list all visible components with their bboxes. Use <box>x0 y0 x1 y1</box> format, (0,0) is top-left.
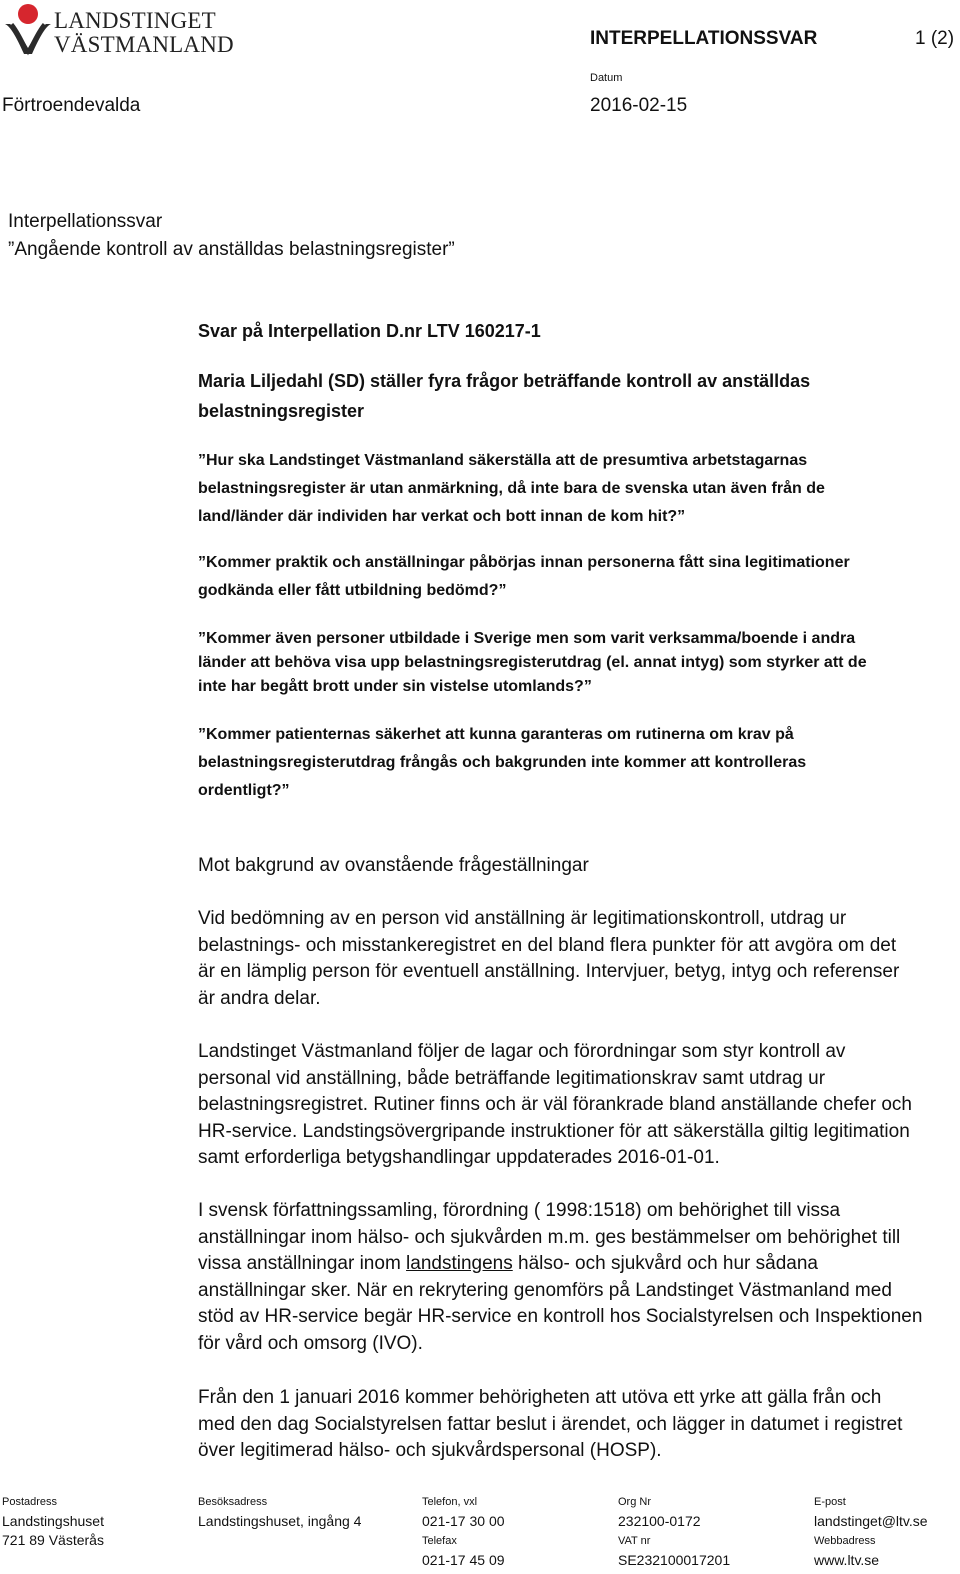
logo <box>2 2 234 58</box>
orgnr: 232100-0172 <box>618 1513 701 1529</box>
intro <box>198 366 810 426</box>
epost-label: E-post <box>814 1496 846 1508</box>
vatnr-label: VAT nr <box>618 1535 651 1547</box>
paragraph-line: för vård och omsorg (IVO). <box>198 1332 423 1354</box>
webbadress-link[interactable]: www.ltv.se <box>814 1552 880 1568</box>
question-line: länder att behöva visa upp belastningsregisterutdrag (el. annat intyg) som styrker att de <box>198 654 867 671</box>
underlined-word: landstingens <box>406 1253 513 1274</box>
paragraph-line: samt erforderliga betygshandlingar uppdaterades 2016-01-01. <box>198 1147 720 1168</box>
question-line: ordentligt?” <box>198 782 290 799</box>
paragraph-line: personal vid anställning, både beträffande legitimationskrav samt utdrag ur <box>198 1067 826 1089</box>
telefon: 021-17 30 00 <box>422 1513 505 1529</box>
epost-link[interactable]: landstinget@ltv.se <box>814 1513 928 1529</box>
paragraph-line <box>198 1251 922 1278</box>
document-date: 2016-02-15 <box>590 95 688 116</box>
date-label: Datum <box>590 72 623 84</box>
telefax: 021-17 45 09 <box>422 1552 505 1568</box>
question-line: inte har begått brott under sin vistelse utomlands?” <box>198 678 592 695</box>
paragraph-line: över legitimerad hälso- och sjukvårdspersonal (HOSP). <box>198 1440 662 1461</box>
paragraph-line: anställningar sker. När en rekrytering genomförs på Landstinget Västmanland med <box>198 1279 892 1301</box>
paragraph-line: stöd av HR-service begär HR-service en kontroll hos Socialstyrelsen och Inspektionen <box>198 1306 923 1327</box>
question-line: ”Kommer även personer utbildade i Sverige men som varit verksamma/boende i andra <box>198 630 856 647</box>
question-line: land/länder där individen har verkat och bott innan de kom hit?” <box>198 508 686 525</box>
orgnr-label: Org Nr <box>618 1496 651 1508</box>
paragraph-line: är andra delar. <box>198 987 321 1009</box>
question-line: belastningsregisterutdrag frångås och bakgrunden inte kommer att kontrolleras <box>198 754 807 771</box>
paragraph-4 <box>198 1385 902 1465</box>
paragraph-line: I svensk författningssamling, förordning ( 1998:1518) om behörighet till vissa <box>198 1200 841 1221</box>
paragraph-line: Landstinget Västmanland följer de lagar och förordningar som styr kontroll av <box>198 1041 846 1062</box>
question-1 <box>198 447 825 531</box>
besoksadress: Landstingshuset, ingång 4 <box>198 1513 362 1529</box>
postadress-label: Postadress <box>2 1496 58 1508</box>
paragraph-line: Från den 1 januari 2016 kommer behörigheten att utöva ett yrke att gälla från och <box>198 1387 882 1408</box>
question-line: godkända eller fått utbildning bedömd?” <box>198 582 507 599</box>
paragraph-2 <box>198 1039 912 1172</box>
question-line: belastningsregister är utan anmärkning, då inte bara de svenska utan även från de <box>198 480 825 497</box>
logo-text-line2: VÄSTMANLAND <box>54 32 234 57</box>
question-line: ”Kommer praktik och anställningar påbörjas innan personerna fått sina legitimationer <box>198 554 850 571</box>
page-number: 1 (2) <box>915 28 955 49</box>
paragraph-intro: Mot bakgrund av ovanstående frågeställningar <box>198 855 589 876</box>
question-line: ”Hur ska Landstinget Västmanland säkerställa att de presumtiva arbetstagarnas <box>198 452 808 469</box>
paragraph-1 <box>198 906 899 1012</box>
text-segment: vissa anställningar inom <box>198 1253 407 1274</box>
subject <box>8 208 455 264</box>
logo-text-line1: LANDSTINGET <box>54 8 216 33</box>
subject-line-2: ”Angående kontroll av anställdas belastningsregister” <box>8 239 455 260</box>
department: Förtroendevalda <box>2 95 141 116</box>
question-4 <box>198 721 806 805</box>
paragraph-line: är en lämplig person för eventuell anställning. Intervjuer, betyg, intyg och referenser <box>198 961 900 982</box>
landstinget-logo-icon <box>2 2 54 58</box>
paragraph-line: belastningsregistret. Rutiner finns och är väl förankrade bland anställande chefer och <box>198 1094 912 1115</box>
besoksadress-label: Besöksadress <box>198 1496 268 1508</box>
response-heading: Svar på Interpellation D.nr LTV 160217-1 <box>198 321 541 341</box>
document-type: INTERPELLATIONSSVAR <box>590 28 818 49</box>
question-2 <box>198 549 850 605</box>
paragraph-line: Vid bedömning av en person vid anställning är legitimationskontroll, utdrag ur <box>198 908 847 929</box>
question-line: ”Kommer patienternas säkerhet att kunna garanteras om rutinerna om krav på <box>198 726 794 743</box>
subject-line-1: Interpellationssvar <box>8 211 163 232</box>
paragraph-line: med den dag Socialstyrelsen fattar beslut i ärendet, och lägger in datumet i registret <box>198 1413 903 1435</box>
paragraph-3 <box>198 1198 922 1357</box>
vatnr: SE232100017201 <box>618 1552 731 1568</box>
postadress-line-1: Landstingshuset <box>2 1513 104 1529</box>
telefax-label: Telefax <box>422 1535 457 1547</box>
paragraph-line: belastnings- och misstankeregistret en del bland flera punkter för att avgöra om det <box>198 934 897 956</box>
postadress-line-2: 721 89 Västerås <box>2 1532 104 1548</box>
text-segment: hälso- och sjukvård och hur sådana <box>512 1253 818 1274</box>
telefon-label: Telefon, vxl <box>422 1496 478 1508</box>
intro-line-2: belastningsregister <box>198 401 365 421</box>
paragraph-line: anställningar inom hälso- och sjukvården m.m. ges bestämmelser om behörighet till <box>198 1226 901 1248</box>
paragraph-line: HR-service. Landstingsövergripande instruktioner för att säkerställa giltig legitimation <box>198 1120 910 1142</box>
webbadress-label: Webbadress <box>814 1535 876 1547</box>
question-3 <box>198 627 867 699</box>
intro-line-1: Maria Liljedahl (SD) ställer fyra frågor beträffande kontroll av anställdas <box>198 371 811 391</box>
